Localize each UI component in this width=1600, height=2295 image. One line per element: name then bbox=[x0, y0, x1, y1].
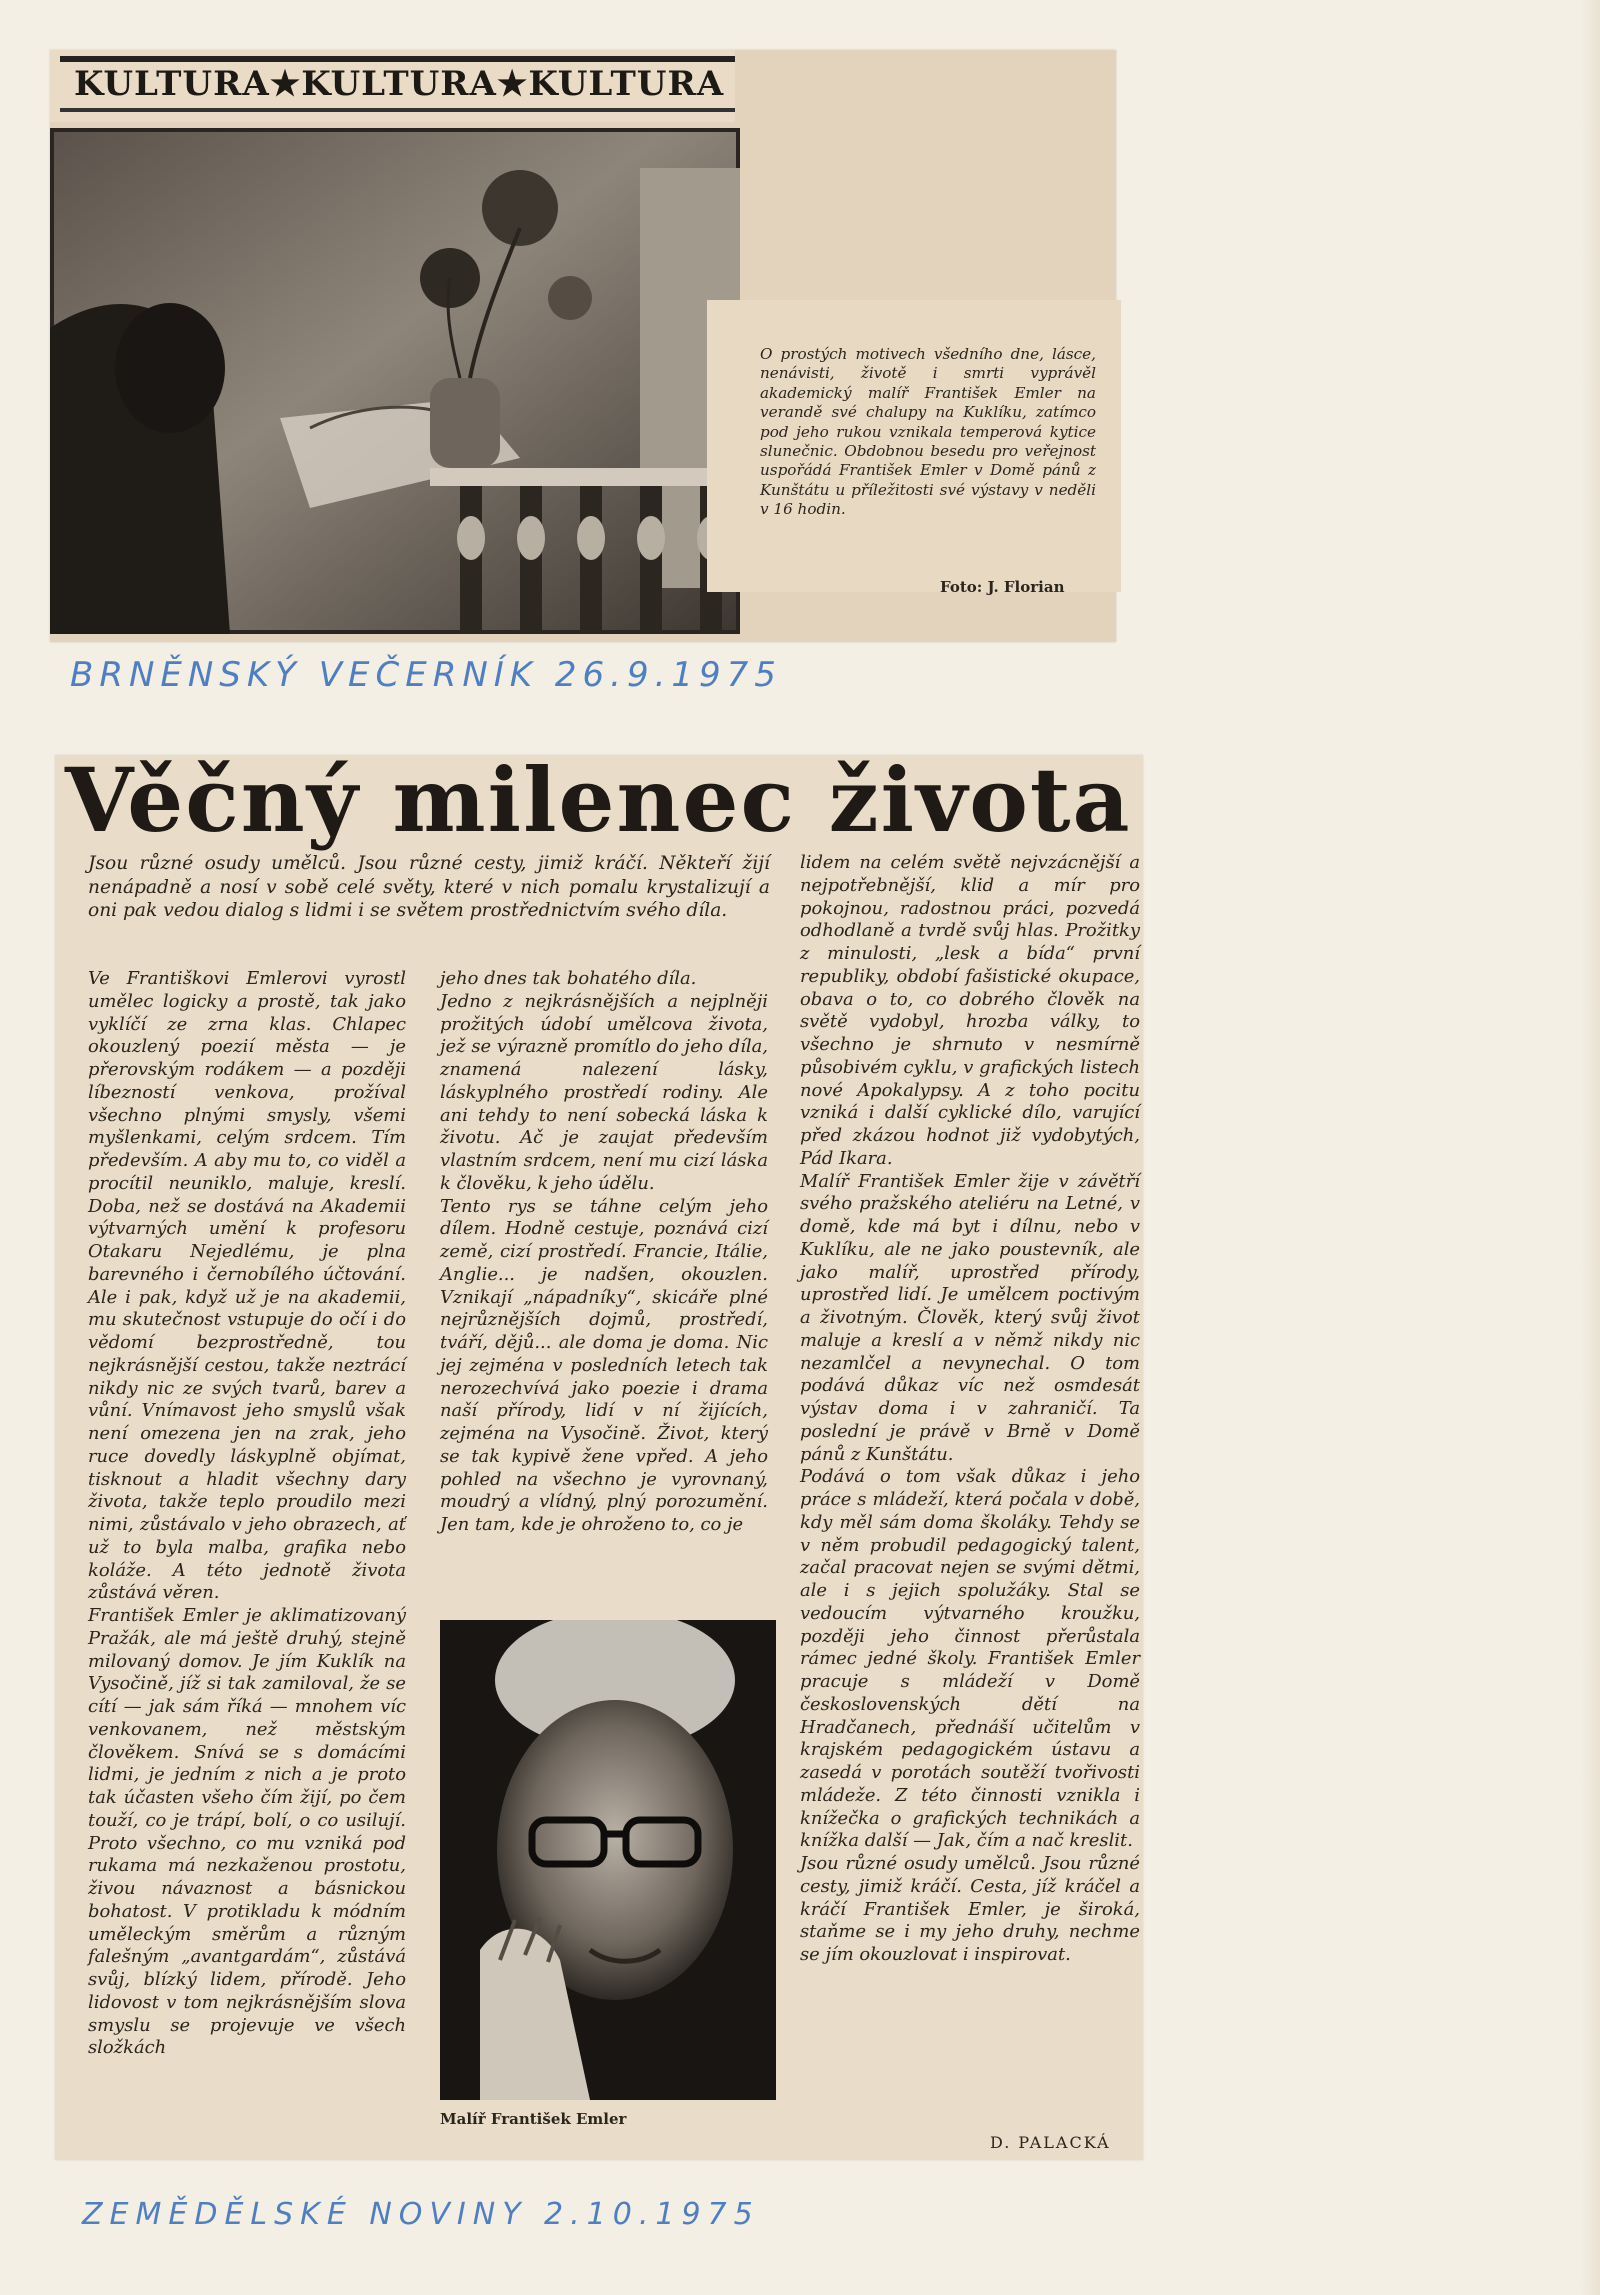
portrait-photo bbox=[440, 1620, 776, 2100]
article-lead: Jsou různé osudy umělců. Jsou různé cesty, jimiž kráčí. Někteří žijí nenápadně a nosí v sobě celé světy, které v nich pomalu krystalizují a oni pak vedou dialog s lidmi i se světem prostřednictvím svého díla. bbox=[88, 853, 770, 921]
banner-rule-bottom bbox=[60, 108, 735, 112]
photo-credit: Foto: J. Florian bbox=[940, 578, 1065, 596]
article-column-2: jeho dnes tak bohatého díla. Jedno z nejkrásnějších a nejplněji prožitých údobí umělcova života, jež se výrazně promítlo do jeho díla, znamená nalezení lásky, láskyplného prostředí rodiny. Ale ani tehdy to není sobecká láska k životu. Ač je zaujat především vlastním srdcem, není mu cizí láska k člověku, k jeho údělu. Tento rys se táhne celým jeho dílem. Hodně cestuje, poznává cizí země, cizí prostředí. Francie, Itálie, Anglie... je nadšen, okouzlen. Vznikají „nápadníky“, skicáře plné nejrůznějších dojmů, prostředí, tváří, dějů... ale doma je doma. Nic jej zejména v posledních letech tak nerozechvívá jako poezie i drama naší přírody, lidí v ní žijících, zejména na Vysočině. Život, který se tak kypivě žene vpřed. A jeho pohled na všechno je vyrovnaný, moudrý a vlídný, plný porozumění. Jen tam, kde je ohroženo to, co je bbox=[440, 968, 768, 1535]
handwritten-source-note-2: ZEMĚDĚLSKÉ NOVINY 2.10.1975 bbox=[82, 2197, 760, 2232]
kultura-banner bbox=[50, 50, 735, 122]
veranda-photo bbox=[50, 128, 740, 634]
article-headline: Věčný milenec života bbox=[65, 748, 1132, 852]
portrait-caption: Malíř František Emler bbox=[440, 2110, 627, 2128]
article-column-1: Ve Františkovi Emlerovi vyrostl umělec logicky a prostě, tak jako vyklíčí ze zrna klas. Chlapec okouzlený poezií města — je přerovským rodákem — a později líbezností venkova, prožíval všechno plnými smysly, všemi myšlenkami, celým srdcem. Tím především. A aby mu to, co viděl a procítil neuniklo, maluje, kreslí. Doba, než se dostává na Akademii výtvarných umění k profesoru Otakaru Nejedlému, je plna barevného i černobílého účtování. Ale i pak, když už je na akademii, mu skutečnost vstupuje do očí i do vědomí bezprostředně, tou nejkrásnější cestou, takže neztrácí nikdy nic ze svých tvarů, barev a vůní. Vnímavost jeho smyslů však není omezena jen na zrak, jeho ruce dovedly láskyplně objímat, tisknout a hladit všechny dary života, takže teplo proudilo mezi nimi, zůstávalo v jeho obrazech, ať už to byla malba, grafika nebo koláže. A této jednotě života zůstává věren. František Emler je aklimatizovaný Pražák, ale má ještě druhý, stejně milovaný domov. Je jím Kuklík na Vysočině, jíž si tak zamiloval, že se cítí — jak sám říká — mnohem víc venkovanem, než městským člověkem. Snívá se s domácími lidmi, je jedním z nich a je proto tak účasten všeho čím žijí, po čem touží, co je trápí, bolí, o co usilují. Proto všechno, co mu vzniká pod rukama má nezkaženou prostotu, živou návaznost a básnickou bohatost. V protikladu k módním uměleckým směrům a různým falešným „avantgardám“, zůstává svůj, blízký lidem, přírodě. Jeho lidovost v tom nejkrásnějším slova smyslu se projevuje ve všech složkách bbox=[88, 968, 406, 2059]
handwritten-source-note: BRNĚNSKÝ VEČERNÍK 26.9.1975 bbox=[70, 655, 782, 695]
article-column-3: lidem na celém světě nejvzácnější a nejpotřebnější, klid a mír pro pokojnou, radostnou práci, pozvedá odhodlaně a tvrdě svůj hlas. Prožitky z minulosti, „lesk a bída“ první republiky, období fašistické okupace, obava o to, co dobrého člověk na světě vydobyl, hrozba války, to všechno je shrnuto v nesmírně působivém cyklu, v grafických listech nové Apokalypsy. A z toho pocitu vzniká i další cyklické dílo, varující před zkázou hodnot již vydobytých, Pád Ikara. Malíř František Emler žije v závětří svého pražského ateliéru na Letné, v domě, kde má byt i dílnu, nebo v Kuklíku, ale ne jako poustevník, ale jako malíř, uprostřed přírody, uprostřed lidí. Je umělcem poctivým a životným. Člověk, který svůj život maluje a kreslí a v němž nikdy nic nezamlčel a nevynechal. O tom podává důkaz víc než osmdesát výstav doma i v zahraničí. Ta poslední je právě v Brně v Domě pánů z Kunštátu. Podává o tom však důkaz i jeho práce s mládeží, která počala v době, kdy měl sám doma školáky. Tehdy se v něm probudil pedagogický talent, začal pracovat nejen se svými dětmi, ale i s jejich spolužáky. Stal se vedoucím výtvarného kroužku, později jeho činnost přerůstala rámec jedné školy. František Emler pracuje s mládeží v Domě československých dětí na Hradčanech, přednáší učitelům v krajském pedagogickém ústavu a zasedá v porotách soutěží tvořivosti mládeže. Z této činnosti vznikla i knížečka o grafických technikách a knížka další — Jak, čím a nač kreslit. Jsou různé osudy umělců. Jsou různé cesty, jimiž kráčí. Cesta, jíž kráčel a kráčí František Emler, je široká, staňme se i my jeho druhy, nechme se jím okouzlovat i inspirovat. bbox=[800, 852, 1140, 1965]
banner-rule-top bbox=[60, 56, 735, 62]
photo-caption: O prostých motivech všedního dne, lásce, nenávisti, životě i smrti vyprávěl akademický malíř František Emler na verandě své chalupy na Kuklíku, zatímco pod jeho rukou vznikala temperová kytice slunečnic. Obdobnou besedu pro veřejnost uspořádá František Emler v Domě pánů z Kunštátu u příležitosti své výstavy v neděli v 16 hodin. bbox=[760, 345, 1096, 519]
article-author: D. PALACKÁ bbox=[990, 2133, 1111, 2152]
kultura-banner-text: KULTURA★KULTURA★KULTURA bbox=[74, 64, 725, 104]
paper-edge bbox=[1580, 0, 1600, 2295]
